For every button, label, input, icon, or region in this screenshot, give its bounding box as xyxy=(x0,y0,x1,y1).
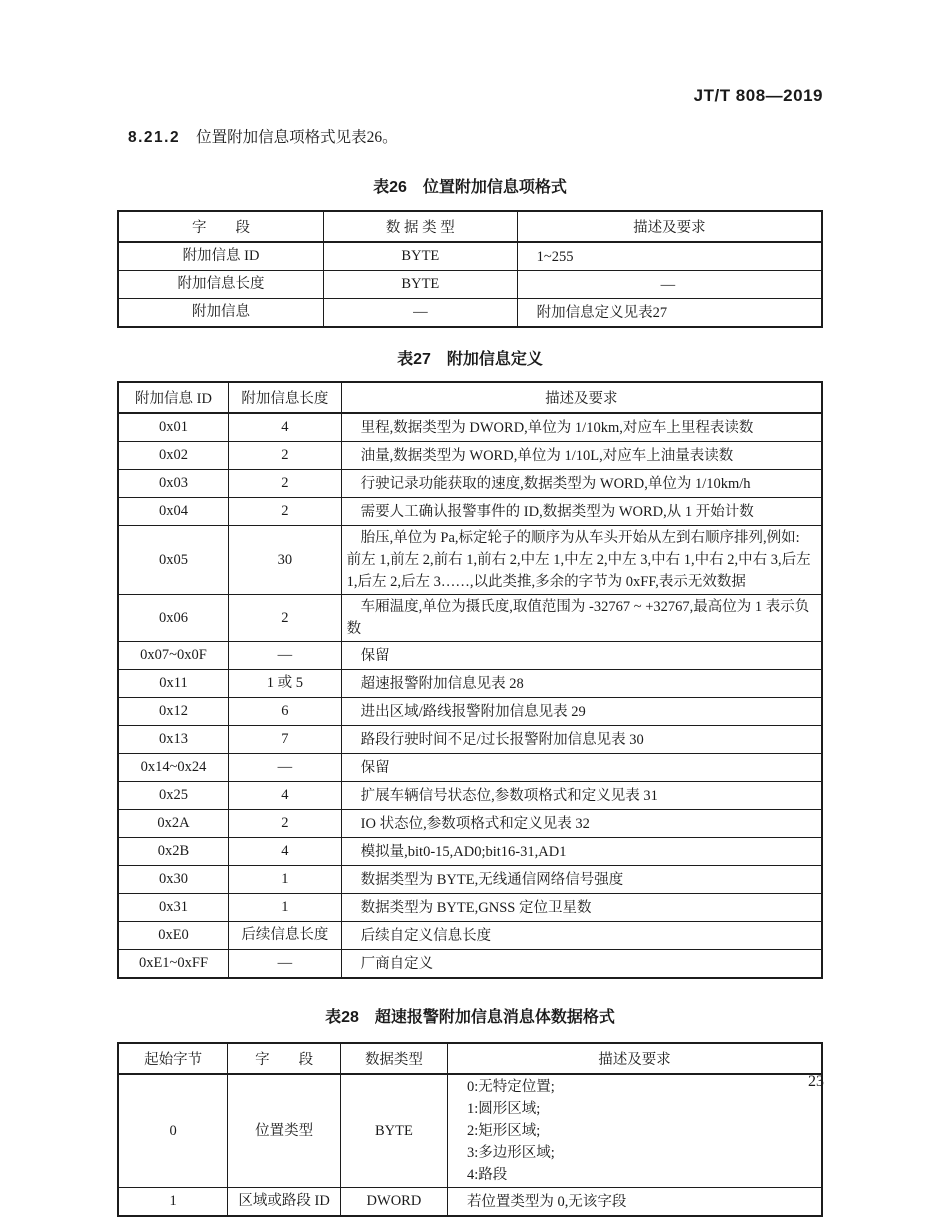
table-cell: DWORD xyxy=(340,1188,447,1217)
table-row xyxy=(118,950,822,979)
table-cell: — xyxy=(324,299,518,328)
table-cell: 4 xyxy=(229,782,342,810)
table-row xyxy=(118,442,822,470)
table-cell: 0xE0 xyxy=(118,922,229,950)
description-text: 0:无特定位置; xyxy=(466,1079,555,1095)
table-row xyxy=(118,782,822,810)
description-text: 保留 xyxy=(360,647,390,664)
table-cell: 0x04 xyxy=(118,498,229,526)
description-text: 超速报警附加信息见表 28 xyxy=(360,675,524,692)
table27-body xyxy=(118,413,822,978)
table-row xyxy=(118,299,822,328)
table-cell: 2 xyxy=(229,595,342,642)
description-cell xyxy=(341,922,822,950)
table-row xyxy=(118,894,822,922)
header-cell: 数据类型 xyxy=(340,1043,447,1074)
table-cell: 7 xyxy=(229,726,342,754)
description-text: 3:多边形区域; xyxy=(466,1145,555,1161)
table-row xyxy=(118,810,822,838)
description-cell xyxy=(517,242,822,271)
table-cell: 0x31 xyxy=(118,894,229,922)
description-cell xyxy=(341,595,822,642)
table-cell: 区域或路段 ID xyxy=(228,1188,341,1217)
table-row xyxy=(118,922,822,950)
description-text: 进出区域/路线报警附加信息见表 29 xyxy=(360,703,586,720)
table-cell: 0x2A xyxy=(118,810,229,838)
description-text: 油量,数据类型为 WORD,单位为 1/10L,对应车上油量表读数 xyxy=(360,447,734,464)
header-cell: 附加信息 ID xyxy=(118,382,229,413)
description-cell xyxy=(517,271,822,299)
description-text: 1~255 xyxy=(536,248,574,265)
description-text: 数据类型为 BYTE,GNSS 定位卫星数 xyxy=(360,899,592,916)
description-text: 2:矩形区域; xyxy=(466,1123,541,1139)
table28-caption: 表28 超速报警附加信息消息体数据格式 xyxy=(325,1009,615,1026)
table27-head xyxy=(118,382,822,413)
description-text: 若位置类型为 0,无该字段 xyxy=(466,1193,627,1210)
table27 xyxy=(117,381,823,979)
table-cell: 2 xyxy=(229,498,342,526)
table-cell: 0x05 xyxy=(118,526,229,595)
description-cell xyxy=(341,498,822,526)
table-cell: BYTE xyxy=(340,1074,447,1188)
table-cell: 0x07~0x0F xyxy=(118,642,229,670)
description-cell xyxy=(341,470,822,498)
table-cell: 0x02 xyxy=(118,442,229,470)
table-row xyxy=(118,526,822,595)
table28 xyxy=(117,1042,823,1217)
table-cell: BYTE xyxy=(324,242,518,271)
header-cell: 数 据 类 型 xyxy=(324,211,518,242)
description-text: 附加信息定义见表27 xyxy=(536,304,668,321)
page-number: 23 xyxy=(808,1073,824,1090)
table-cell: 0 xyxy=(118,1074,228,1188)
table-cell: 0x13 xyxy=(118,726,229,754)
description-text: 数据类型为 BYTE,无线通信网络信号强度 xyxy=(360,871,624,888)
description-cell xyxy=(341,950,822,979)
description-cell xyxy=(341,698,822,726)
header-cell: 起始字节 xyxy=(118,1043,228,1074)
table-cell: 30 xyxy=(229,526,342,595)
table-cell: 0x25 xyxy=(118,782,229,810)
table-cell: 0x14~0x24 xyxy=(118,754,229,782)
description-text: 厂商自定义 xyxy=(360,955,434,972)
description-text: 1:圆形区域; xyxy=(466,1101,541,1117)
table-cell: 2 xyxy=(229,810,342,838)
description-cell xyxy=(341,866,822,894)
header-cell: 描述及要求 xyxy=(341,382,822,413)
table-cell: 位置类型 xyxy=(228,1074,341,1188)
table-row xyxy=(118,470,822,498)
table-cell: 1 xyxy=(229,866,342,894)
section-heading xyxy=(128,128,823,148)
table26-body xyxy=(118,242,822,327)
table-row xyxy=(118,754,822,782)
section-number: 8.21.2 xyxy=(128,129,181,146)
description-cell xyxy=(341,726,822,754)
description-cell xyxy=(341,670,822,698)
table-row xyxy=(118,726,822,754)
table-cell: 4 xyxy=(229,413,342,442)
description-text: 扩展车辆信号状态位,参数项格式和定义见表 31 xyxy=(360,787,658,804)
table28-head xyxy=(118,1043,822,1074)
table-cell: 1 或 5 xyxy=(229,670,342,698)
table-row xyxy=(118,498,822,526)
header-row xyxy=(118,1043,822,1074)
table-row xyxy=(118,595,822,642)
description-text: IO 状态位,参数项格式和定义见表 32 xyxy=(360,815,590,832)
header-row xyxy=(118,211,822,242)
table-cell: 2 xyxy=(229,470,342,498)
table-cell: 0x12 xyxy=(118,698,229,726)
description-text: — xyxy=(660,276,676,293)
table26-head xyxy=(118,211,822,242)
table-cell: 0x01 xyxy=(118,413,229,442)
header-cell: 描述及要求 xyxy=(517,211,822,242)
table-cell: 0x06 xyxy=(118,595,229,642)
table-row xyxy=(118,838,822,866)
table-row xyxy=(118,1074,822,1188)
table-cell: BYTE xyxy=(324,271,518,299)
table-cell: 4 xyxy=(229,838,342,866)
table26 xyxy=(117,210,823,328)
description-cell xyxy=(341,442,822,470)
description-text: 里程,数据类型为 DWORD,单位为 1/10km,对应车上里程表读数 xyxy=(360,419,754,436)
table-cell: 0x11 xyxy=(118,670,229,698)
description-cell xyxy=(341,894,822,922)
table-row xyxy=(118,413,822,442)
description-text: 4:路段 xyxy=(466,1167,508,1183)
table-row xyxy=(118,866,822,894)
description-cell xyxy=(517,299,822,328)
header-cell: 附加信息长度 xyxy=(229,382,342,413)
table-row xyxy=(118,698,822,726)
description-cell xyxy=(341,810,822,838)
page-content xyxy=(117,0,823,1217)
table-cell: 1 xyxy=(118,1188,228,1217)
description-text: 需要人工确认报警事件的 ID,数据类型为 WORD,从 1 开始计数 xyxy=(360,503,754,520)
description-text: 胎压,单位为 Pa,标定轮子的顺序为从车头开始从左到右顺序排列,例如:前左 1,前左 2,前右 1,前右 2,中左 1,中左 2,中左 3,中右 1,中右 2,中右 3,后左 1,后左 2,后左 3……,以此类推,多余的字节为 0xFF,表示无效数据 xyxy=(346,530,811,590)
description-text: 车厢温度,单位为摄氏度,取值范围为 -32767 ~ +32767,最高位为 1 表示负数 xyxy=(346,599,810,637)
description-cell xyxy=(341,754,822,782)
section-text: 位置附加信息项格式见表26。 xyxy=(196,129,398,146)
description-cell xyxy=(447,1074,822,1188)
table-cell: 6 xyxy=(229,698,342,726)
table-row xyxy=(118,670,822,698)
table28-body xyxy=(118,1074,822,1216)
description-cell xyxy=(341,413,822,442)
description-cell xyxy=(341,782,822,810)
table-cell: 后续信息长度 xyxy=(229,922,342,950)
table-cell: — xyxy=(229,642,342,670)
table-row xyxy=(118,1188,822,1217)
table-cell: 附加信息 xyxy=(118,299,324,328)
table-cell: 0x2B xyxy=(118,838,229,866)
description-text: 路段行驶时间不足/过长报警附加信息见表 30 xyxy=(360,731,644,748)
table-row xyxy=(118,242,822,271)
table-cell: — xyxy=(229,950,342,979)
description-cell xyxy=(341,838,822,866)
header-cell: 描述及要求 xyxy=(447,1043,822,1074)
table-cell: 附加信息长度 xyxy=(118,271,324,299)
table-cell: 0x03 xyxy=(118,470,229,498)
table-cell: — xyxy=(229,754,342,782)
description-cell xyxy=(447,1188,822,1217)
doc-code: JT/T 808—2019 xyxy=(693,86,823,105)
header-cell: 字 段 xyxy=(228,1043,341,1074)
table-cell: 0x30 xyxy=(118,866,229,894)
description-text: 保留 xyxy=(360,759,390,776)
header-row xyxy=(118,382,822,413)
description-cell xyxy=(341,526,822,595)
description-text: 后续自定义信息长度 xyxy=(360,927,492,944)
header-cell: 字 段 xyxy=(118,211,324,242)
table26-caption: 表26 位置附加信息项格式 xyxy=(373,179,567,196)
table-cell: 1 xyxy=(229,894,342,922)
table-cell: 2 xyxy=(229,442,342,470)
description-text: 模拟量,bit0-15,AD0;bit16-31,AD1 xyxy=(360,843,567,860)
table-row xyxy=(118,642,822,670)
table-cell: 附加信息 ID xyxy=(118,242,324,271)
table-row xyxy=(118,271,822,299)
description-text: 行驶记录功能获取的速度,数据类型为 WORD,单位为 1/10km/h xyxy=(360,475,751,492)
description-cell xyxy=(341,642,822,670)
table-cell: 0xE1~0xFF xyxy=(118,950,229,979)
table27-caption: 表27 附加信息定义 xyxy=(397,351,543,368)
